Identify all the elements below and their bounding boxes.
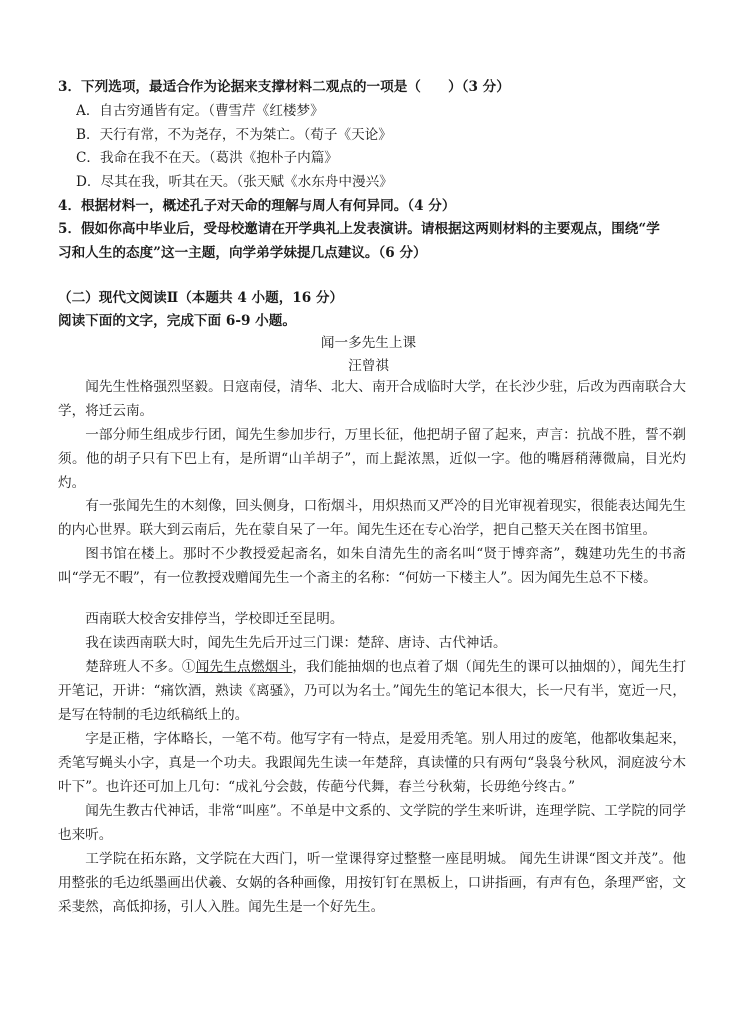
- section-heading: （二）现代文阅读Ⅱ（本题共 4 小题，16 分）: [58, 290, 344, 306]
- passage-paragraph-10: 工学院在拓东路，文学院在大西门，听一堂课得穿过整整一座昆明城。 闻先生讲课“图文并茂”。他用整张的毛边纸墨画出伏羲、女娲的各种画像，用按钉钉在黑板上，口讲指画，有声有色，条理严密，文采斐然，高低抑扬，引人入胜。闻先生是一个好先生。: [58, 851, 686, 916]
- q3-option-b: B．天行有常，不为尧存，不为桀亡。（荀子《天论》: [76, 127, 392, 143]
- passage-paragraph-1: 闻先生性格强烈坚毅。日寇南侵，清华、北大、南开合成临时大学，在长沙少驻，后改为西南联合大学，将迁云南。: [58, 379, 686, 420]
- section-instruction: 阅读下面的文字，完成下面 6-9 小题。: [58, 313, 296, 329]
- question-4: 4．根据材料一，概述孔子对天命的理解与周人有何异同。（4 分）: [58, 198, 456, 214]
- passage-paragraph-5: 西南联大校舍安排停当，学校即迁至昆明。: [85, 611, 344, 627]
- passage-author: 汪曾祺: [348, 358, 389, 374]
- question-3: 3．下列选项，最适合作为论据来支撑材料二观点的一项是（ ）（3 分）: [58, 79, 510, 95]
- passage-paragraph-3: 有一张闻先生的木刻像，回头侧身，口衔烟斗，用炽热而又严冷的目光审视着现实，很能表达闻先生的内心世界。联大到云南后，先在蒙自呆了一年。闻先生还在专心治学，把自己整天关在图书馆里。: [58, 498, 686, 539]
- question-5-line-1: 5．假如你高中毕业后，受母校邀请在开学典礼上发表演讲。请根据这两则材料的主要观点，围绕“学: [58, 221, 660, 237]
- passage-paragraph-9: 闻先生教古代神话，非常“叫座”。不单是中文系的、文学院的学生来听讲，连理学院、工学院的同学也来听。: [58, 803, 686, 844]
- underlined-phrase: 闻先生点燃烟斗: [195, 659, 293, 675]
- passage-paragraph-7: [58, 655, 686, 728]
- q3-option-d: D．尽其在我，听其在天。（张天赋《水东舟中漫兴》: [76, 174, 393, 190]
- p7-text-after: ，我们能抽烟的也点着了烟（闻先生的课可以抽烟的），闻先生打开笔记，开讲：“痛饮酒，熟读《离骚》，乃可以为名士。”闻先生的笔记本很大，长一尺有半，宽近一尺，是写在特制的毛边纸稿纸上的。: [58, 659, 686, 724]
- passage-paragraph-6: 我在读西南联大时，闻先生先后开过三门课：楚辞、唐诗、古代神话。: [85, 635, 507, 651]
- passage-paragraph-4: 图书馆在楼上。那时不少教授爱起斋名，如朱自清先生的斋名叫“贤于博弈斋”，魏建功先生的书斋叫“学无不暇”，有一位教授戏赠闻先生一个斋主的名称：“何妨一下楼主人”。因为闻先生总不下楼。: [58, 546, 686, 587]
- p7-text-before: 楚辞班人不多。①: [85, 659, 196, 675]
- passage-paragraph-8: 字是正楷，字体略长，一笔不苟。他写字有一特点，是爱用秃笔。别人用过的废笔，他都收集起来，秃笔写蝇头小字，真是一个功夫。我跟闻先生读一年楚辞，真读懂的只有两句“袅袅兮秋风，洞庭波兮木叶下”。也许还可加上几句：“成礼兮会鼓，传葩兮代舞，春兰兮秋菊，长毋绝兮终古。”: [58, 731, 686, 796]
- q3-option-c: C．我命在我不在天。（葛洪《抱朴子内篇》: [76, 150, 338, 166]
- passage-paragraph-2: 一部分师生组成步行团，闻先生参加步行，万里长征，他把胡子留了起来，声言：抗战不胜，誓不剃须。他的胡子只有下巴上有，是所谓“山羊胡子”，而上髭浓黑，近似一字。他的嘴唇稍薄微扁，目光灼灼。: [58, 427, 686, 492]
- question-5-line-2: 习和人生的态度”这一主题，向学弟学妹提几点建议。（6 分）: [58, 245, 427, 261]
- q3-option-a: A．自古穷通皆有定。（曹雪芹《红楼梦》: [76, 103, 324, 119]
- passage-title: 闻一多先生上课: [320, 335, 417, 351]
